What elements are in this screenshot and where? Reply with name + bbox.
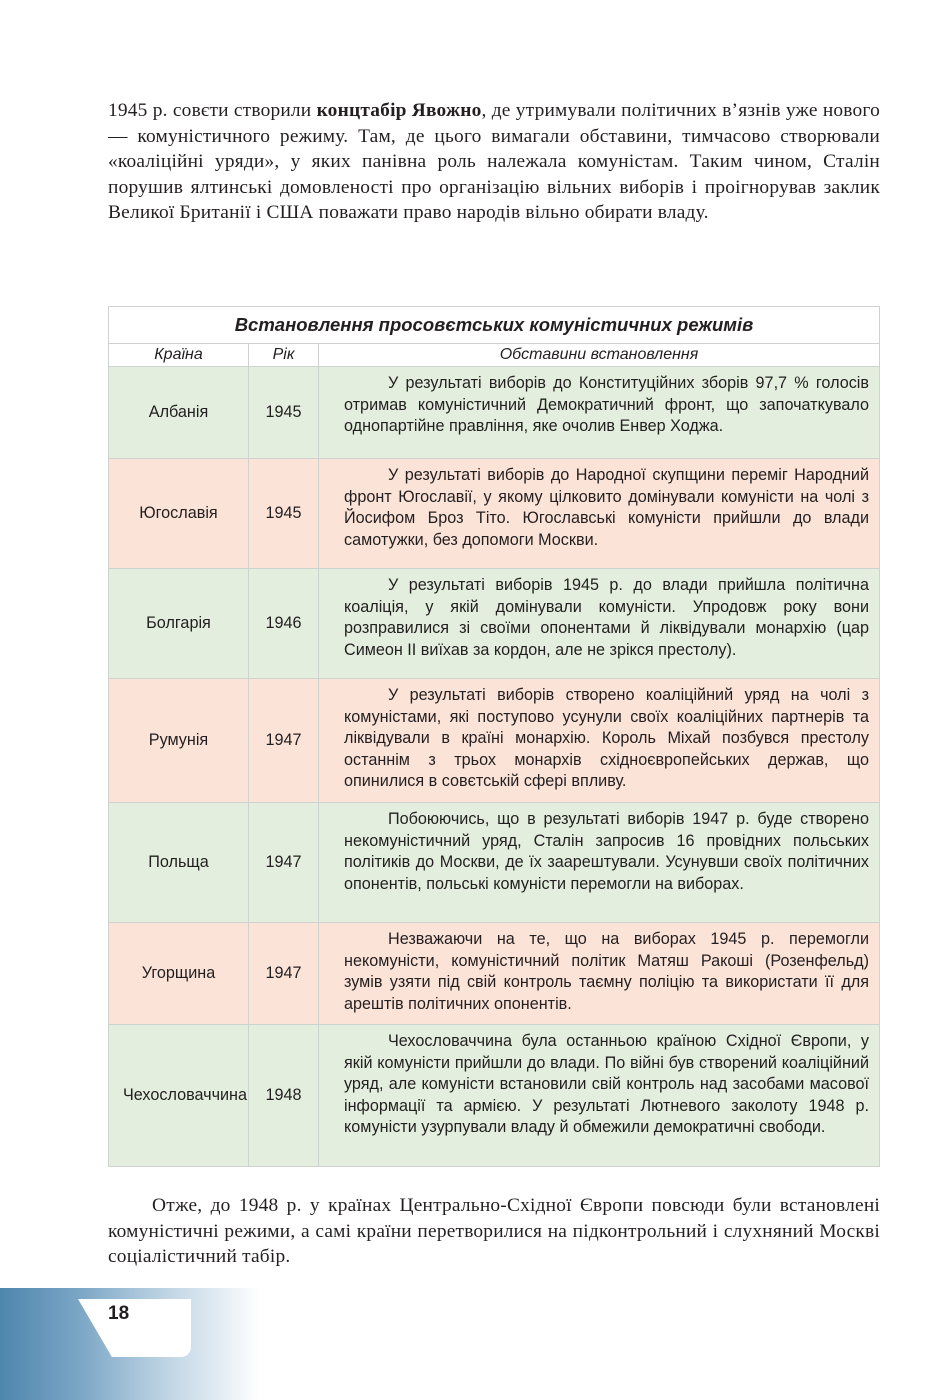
intro-text-start: 1945 р. совєти створили bbox=[108, 100, 317, 121]
row-circumstances: Незважаючи на те, що на виборах 1945 р. перемогли некомуністи, комуністичний політик Матяш Ракоші (Розенфельд) зумів узяти під свій контроль таємну поліцію та використати її для арештів політичних опонентів. bbox=[319, 923, 880, 1025]
row-circumstances: У результаті виборів до Народної скупщини переміг Народний фронт Югославії, у якому цілковито домінували комуністи на чолі з Йосифом Броз Тіто. Югославські комуністи прийшли до влади самотужки, без допомоги Москви. bbox=[319, 459, 880, 569]
row-circumstances: У результаті виборів створено коаліційний уряд на чолі з комуністами, які поступово усунули своїх коаліційних партнерів та ліквідували в країні монархію. Король Міхай позбувся престолу останнім з трьох монархів східноєвропейських держав, що опинилися в совєтській сфері впливу. bbox=[319, 679, 880, 803]
table-row bbox=[109, 367, 880, 459]
table-row bbox=[109, 803, 880, 923]
table-row bbox=[109, 923, 880, 1025]
row-country: Чехословаччина bbox=[109, 1025, 249, 1167]
row-country: Югославія bbox=[109, 459, 249, 569]
header-year: Рік bbox=[249, 344, 319, 367]
table-row bbox=[109, 569, 880, 679]
outro-paragraph bbox=[108, 1193, 880, 1270]
intro-paragraph bbox=[108, 98, 880, 226]
row-year: 1947 bbox=[249, 803, 319, 923]
header-country: Країна bbox=[109, 344, 249, 367]
page-number: 18 bbox=[108, 1303, 130, 1324]
table-row bbox=[109, 1025, 880, 1167]
row-country: Болгарія bbox=[109, 569, 249, 679]
row-circumstances: Побоюючись, що в результаті виборів 1947 р. буде створено некомуністичний уряд, Сталін запросив 16 провідних польських політиків до Москви, де їх заарештували. Усунувши своїх політичних опонентів, польські комуністи перемогли на виборах. bbox=[319, 803, 880, 923]
row-year: 1946 bbox=[249, 569, 319, 679]
header-circumstances: Обставини встановлення bbox=[319, 344, 880, 367]
row-country: Угорщина bbox=[109, 923, 249, 1025]
table-caption: Встановлення просовєтських комуністичних режимів bbox=[109, 307, 880, 344]
row-year: 1947 bbox=[249, 679, 319, 803]
row-year: 1945 bbox=[249, 459, 319, 569]
row-year: 1945 bbox=[249, 367, 319, 459]
regimes-table bbox=[108, 306, 880, 1167]
row-circumstances: У результаті виборів 1945 р. до влади прийшла політична коаліція, у якій домінували комуністи. Упродовж року вони розправилися зі своїми опонентами й ліквідували монархію (цар Симеон ІІ виїхав за кордон, але не зрікся престолу). bbox=[319, 569, 880, 679]
row-country: Албанія bbox=[109, 367, 249, 459]
row-country: Румунія bbox=[109, 679, 249, 803]
intro-bold-term: концтабір Явожно bbox=[316, 100, 482, 121]
row-country: Польща bbox=[109, 803, 249, 923]
table-row bbox=[109, 459, 880, 569]
row-circumstances: Чехословаччина була останньою країною Східної Європи, у якій комуністи прийшли до влади. По війні був створений коаліційний уряд, але комуністи встановили свій контроль над засобами масової інформації та армією. У результаті Лютневого заколоту 1948 р. комуністи узурпували владу й обмежили демократичні свободи. bbox=[319, 1025, 880, 1167]
row-year: 1947 bbox=[249, 923, 319, 1025]
table-row bbox=[109, 679, 880, 803]
row-circumstances: У результаті виборів до Конституційних зборів 97,7 % голосів отримав комуністичний Демократичний фронт, що започаткувало однопартійне правління, яке очолив Енвер Ходжа. bbox=[319, 367, 880, 459]
row-year: 1948 bbox=[249, 1025, 319, 1167]
outro-text: Отже, до 1948 р. у країнах Центрально-Східної Європи повсюди були встановлені комуністичні режими, а самі країни перетворилися на підконтрольний і слухняний Москві соціалістичний табір. bbox=[108, 1195, 880, 1267]
intro-text-end: , де утримували політичних в’язнів уже нового — комуністичного режиму. Там, де цього вимагали обставини, тимчасово створювали «коаліційні уряди», у яких панівна роль належала комуністам. Таким чином, Сталін порушив ялтинські домовленості про організацію вільних виборів і проігнорував заклик Великої Британії і США поважати право народів вільно обирати владу. bbox=[108, 100, 880, 223]
